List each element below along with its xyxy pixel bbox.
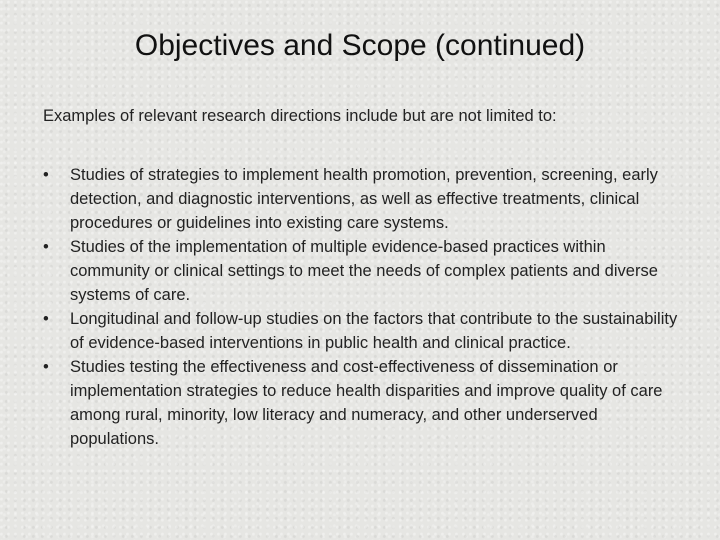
bullet-item: [43, 355, 683, 451]
bullet-icon: •: [43, 358, 49, 376]
bullet-item: [43, 163, 683, 235]
bullet-icon: •: [43, 238, 49, 256]
bullet-text: Studies testing the effectiveness and cost-effectiveness of dissemination or implementation strategies to reduce health disparities and improve quality of care among rural, minority, low literacy and numeracy, and other underserved populations.: [70, 358, 663, 448]
bullet-item: [43, 307, 683, 355]
slide-title: Objectives and Scope (continued): [134, 29, 586, 62]
bullet-icon: •: [43, 310, 49, 328]
bullet-text: Longitudinal and follow-up studies on the factors that contribute to the sustainability of evidence-based interventions in public health and clinical practice.: [70, 310, 678, 352]
bullet-list: [43, 163, 683, 451]
bullet-item: [43, 235, 683, 307]
bullet-text: Studies of the implementation of multiple evidence-based practices within community or clinical settings to meet the needs of complex patients and diverse systems of care.: [70, 238, 658, 304]
bullet-text: Studies of strategies to implement health promotion, prevention, screening, early detection, and diagnostic interventions, as well as effective treatments, clinical procedures or guidelines into existing care systems.: [70, 166, 658, 232]
intro-text: Examples of relevant research directions include but are not limited to:: [43, 107, 557, 125]
bullet-icon: •: [43, 166, 49, 184]
